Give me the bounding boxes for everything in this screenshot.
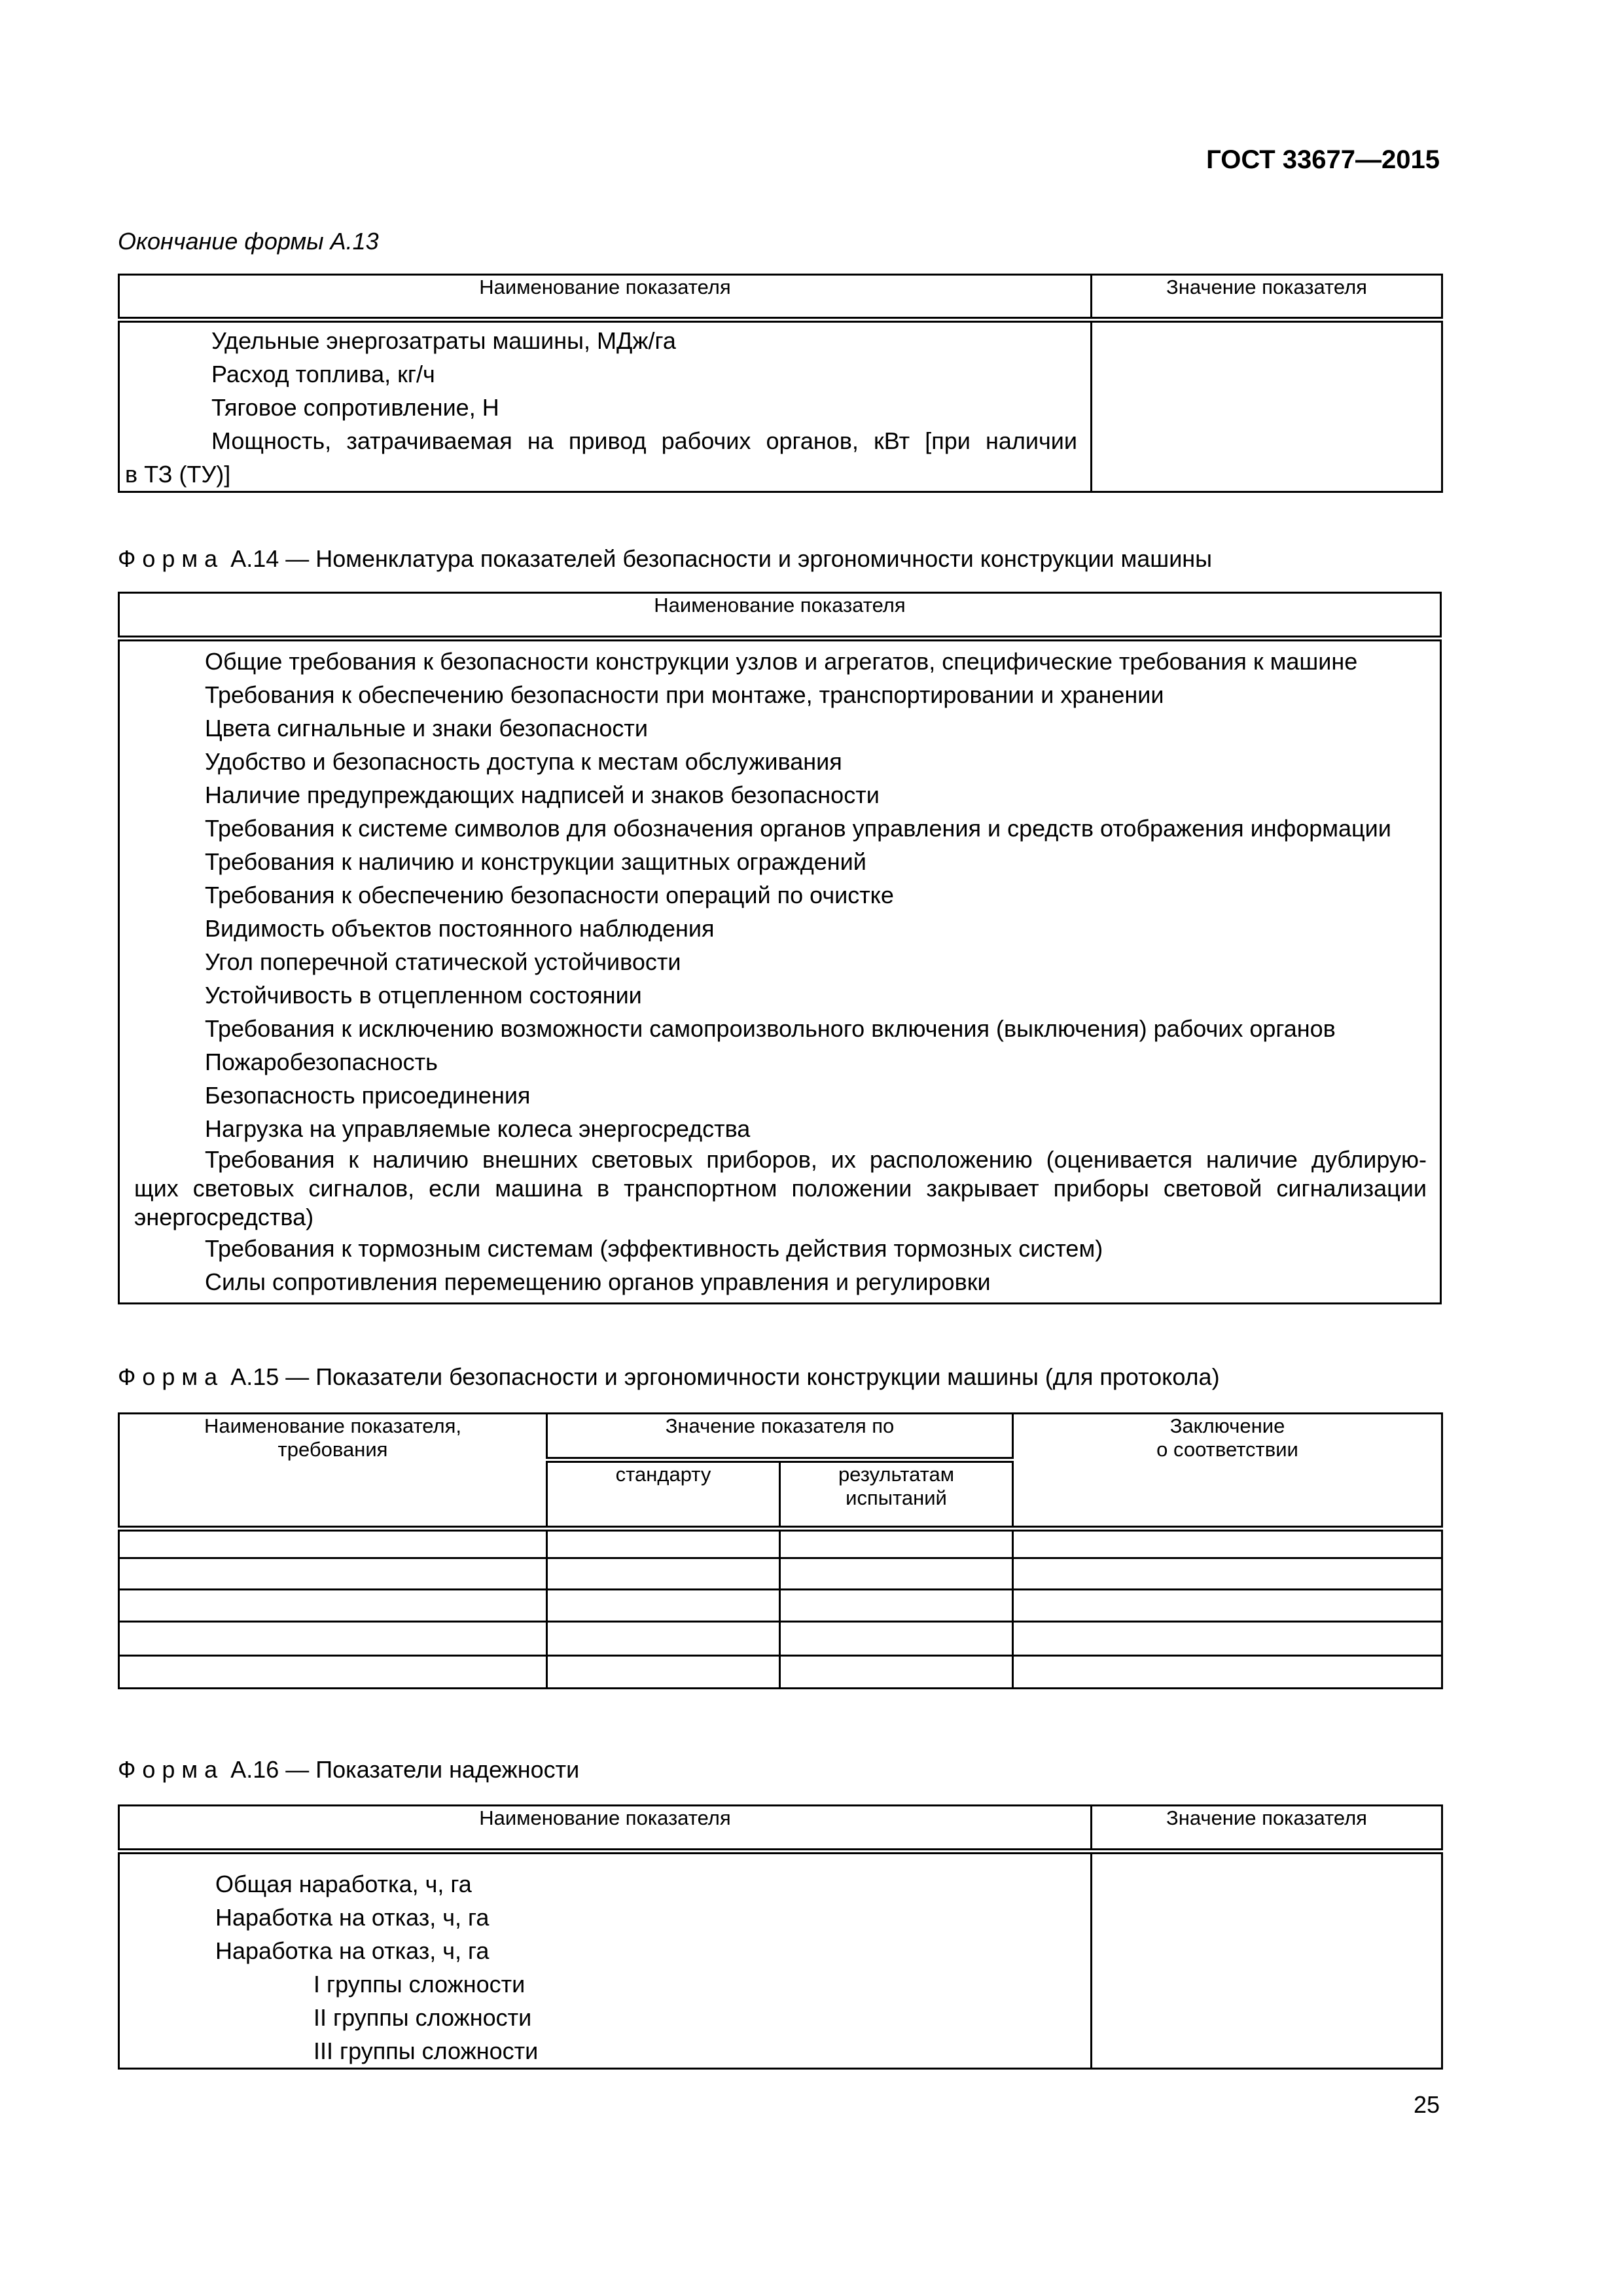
form-label: Форма bbox=[118, 545, 224, 572]
list-item: Силы сопротивления перемещению органов управления и регулировки bbox=[205, 1268, 991, 1295]
list-item: Требования к исключению возможности самопроизвольного включения (выключения) рабочих органов bbox=[205, 1015, 1336, 1042]
column-header-name bbox=[119, 1414, 547, 1529]
table-row bbox=[119, 1529, 1442, 1558]
form-title: А.14 — Номенклатура показателей безопасности и эргономичности конструкции машины bbox=[230, 545, 1213, 572]
form-a16-caption bbox=[118, 1756, 579, 1784]
value-cell bbox=[1092, 320, 1442, 492]
list-item-line: в ТЗ (ТУ)] bbox=[125, 461, 231, 488]
table-row bbox=[119, 1622, 1442, 1656]
list-item: Видимость объектов постоянного наблюдения bbox=[205, 915, 715, 942]
sub-item: I группы сложности bbox=[313, 1971, 526, 1998]
list-item: Пожаробезопасность bbox=[205, 1049, 438, 1075]
list-item-line: Мощность, затрачиваемая на привод рабочих органов, кВт [при наличии bbox=[211, 427, 1077, 454]
list-item-line: энергосредства) bbox=[134, 1204, 314, 1230]
column-header-results bbox=[780, 1460, 1013, 1529]
header-line: испытаний bbox=[846, 1486, 947, 1509]
form-title: А.16 — Показатели надежности bbox=[230, 1756, 580, 1783]
form-a14-caption bbox=[118, 545, 1212, 573]
column-header-name: Наименование показателя bbox=[119, 275, 1092, 320]
header-line: о соответствии bbox=[1156, 1438, 1298, 1461]
table-row bbox=[119, 1656, 1442, 1689]
list-item: Удобство и безопасность доступа к местам обслуживания bbox=[205, 748, 842, 775]
list-item: Нагрузка на управляемые колеса энергосредства bbox=[205, 1115, 751, 1142]
list-item: Угол поперечной статической устойчивости bbox=[205, 948, 681, 975]
document-id: ГОСТ 33677—2015 bbox=[1206, 145, 1440, 174]
list-item: Тяговое сопротивление, Н bbox=[211, 394, 499, 421]
header-line: Наименование показателя, bbox=[204, 1414, 461, 1437]
list-item: Требования к обеспечению безопасности операций по очистке bbox=[205, 882, 894, 908]
page-number: 25 bbox=[1413, 2091, 1440, 2118]
value-cell bbox=[1092, 1852, 1442, 2069]
form-a13-table bbox=[118, 274, 1443, 493]
column-header-value: Значение показателя bbox=[1092, 1806, 1442, 1852]
list-item: Расход топлива, кг/ч bbox=[211, 361, 435, 387]
header-line: Заключение bbox=[1169, 1414, 1285, 1437]
sub-item: III группы сложности bbox=[313, 2037, 539, 2064]
form-title: А.15 — Показатели безопасности и эргономичности конструкции машины (для протокола) bbox=[230, 1363, 1220, 1390]
header-line: требования bbox=[277, 1438, 388, 1461]
column-header-name: Наименование показателя bbox=[119, 593, 1441, 639]
list-item: Цвета сигнальные и знаки безопасности bbox=[205, 715, 648, 742]
list-item: Общая наработка, ч, га bbox=[215, 1871, 472, 1897]
form-a15-table bbox=[118, 1412, 1443, 1689]
list-item: Наработка на отказ, ч, га bbox=[215, 1937, 490, 1964]
column-header-conclusion bbox=[1013, 1414, 1442, 1529]
column-header-value-group: Значение показателя по bbox=[547, 1414, 1013, 1460]
list-item: Требования к тормозным системам (эффективность действия тормозных систем) bbox=[205, 1235, 1103, 1262]
form-a15-caption bbox=[118, 1363, 1220, 1391]
form-a14-table bbox=[118, 592, 1442, 1304]
form-label: Форма bbox=[118, 1363, 224, 1390]
column-header-value: Значение показателя bbox=[1092, 275, 1442, 320]
list-item-line: щих световых сигналов, если машина в транспортном положении закрывает приборы световой сигнализации bbox=[134, 1175, 1427, 1202]
sub-item: II группы сложности bbox=[313, 2004, 532, 2031]
table-row bbox=[119, 1558, 1442, 1590]
table-row bbox=[119, 1590, 1442, 1622]
list-item: Общие требования к безопасности конструкции узлов и агрегатов, специфические требования к машине bbox=[205, 648, 1358, 675]
form-a16-table bbox=[118, 1804, 1443, 2070]
list-item: Требования к обеспечению безопасности при монтаже, транспортировании и хранении bbox=[205, 681, 1164, 708]
list-item: Требования к системе символов для обозначения органов управления и средств отображения информации bbox=[205, 815, 1391, 842]
list-item: Наработка на отказ, ч, га bbox=[215, 1904, 490, 1931]
column-header-standard: стандарту bbox=[547, 1460, 780, 1529]
form-a13-caption: Окончание формы А.13 bbox=[118, 228, 379, 255]
list-item: Наличие предупреждающих надписей и знаков безопасности bbox=[205, 781, 880, 808]
list-item-line: Требования к наличию внешних световых приборов, их расположению (оценивается наличие дублирую- bbox=[205, 1146, 1427, 1173]
form-label: Форма bbox=[118, 1756, 224, 1783]
list-item: Требования к наличию и конструкции защитных ограждений bbox=[205, 848, 866, 875]
list-item: Устойчивость в отцепленном состоянии bbox=[205, 982, 642, 1009]
list-item: Безопасность присоединения bbox=[205, 1082, 531, 1109]
column-header-name: Наименование показателя bbox=[119, 1806, 1092, 1852]
list-item: Удельные энергозатраты машины, МДж/га bbox=[211, 327, 676, 354]
header-line: результатам bbox=[838, 1463, 955, 1486]
